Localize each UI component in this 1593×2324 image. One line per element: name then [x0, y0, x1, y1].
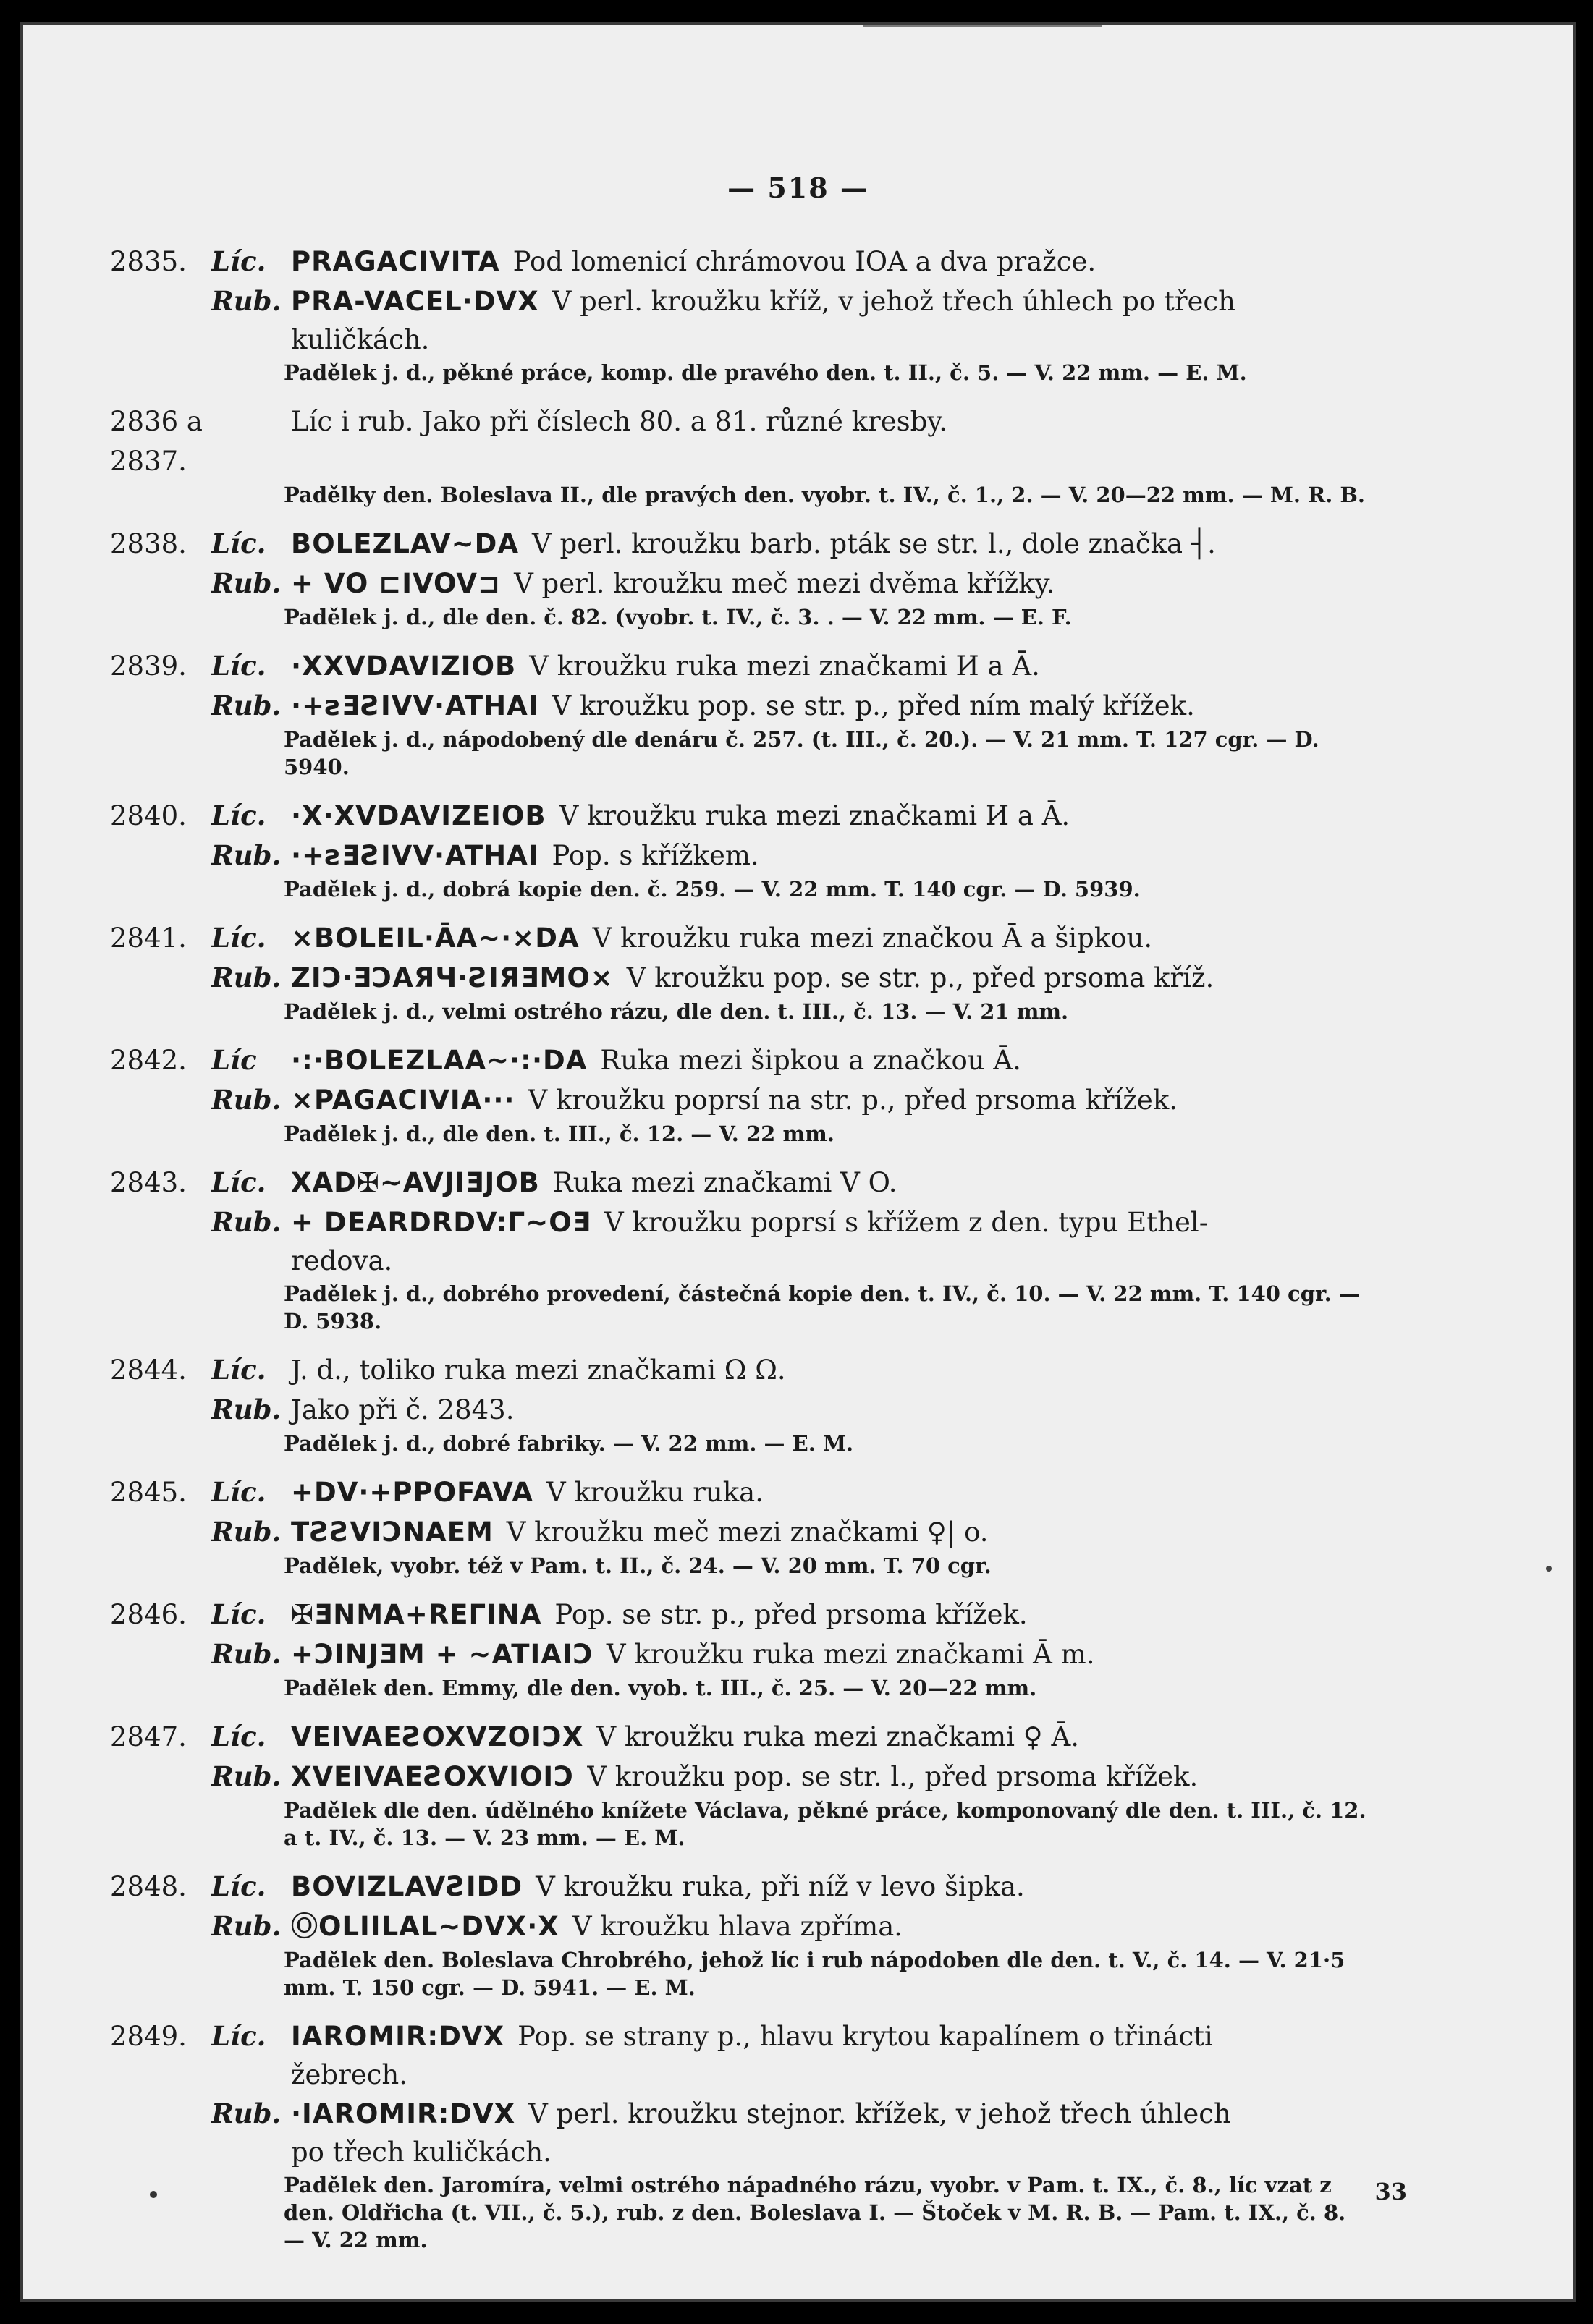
entry-description: [291, 524, 1369, 564]
coin-legend: + DEARDRDV:Γ~OƎ: [291, 1207, 591, 1238]
description-text: V kroužku meč mezi značkami ♀| o.: [506, 1517, 989, 1548]
coin-legend: ZIƆ·ƎƆAЯЧ·ƧIЯƎMO×: [291, 962, 614, 993]
coin-legend: ×PAGACIVIA···: [291, 1085, 515, 1116]
coin-legend: VEIVAEƧOXVZOIƆX: [291, 1721, 584, 1752]
entry-line: [110, 1867, 1369, 1907]
entry-description: [291, 2016, 1369, 2056]
entry-line: [110, 2016, 1369, 2056]
entry-note: Padělek j. d., dobrá kopie den. č. 259. — V. 22 mm. T. 140 cgr. — D. 5939.: [284, 877, 1141, 902]
entry-line: [110, 281, 1369, 321]
description-text: V kroužku pop. se str. p., před ním malý křížek.: [552, 690, 1195, 721]
entry-note: Padělek dle den. údělného knížete Václava, pěkné práce, komponovaný dle den. t. III., č. 12. a t. IV., č. 13. — V. 23 mm. — E. M.: [284, 1798, 1366, 1850]
entry-note: Padělek j. d., nápodobený dle denáru č. 257. (t. III., č. 20.). — V. 21 mm. T. 127 cgr. — D. 5940.: [284, 727, 1319, 779]
catalogue-entry: [110, 1472, 1369, 1579]
coin-legend: ·+ƨƎƧIVV·ATHAI: [291, 840, 539, 871]
entry-line: [110, 1595, 1369, 1634]
catalogue-entry: [110, 1867, 1369, 2001]
entry-line: [110, 1040, 1369, 1080]
description-text: Ruka mezi značkami V O.: [552, 1167, 897, 1198]
description-text: Pod lomenicí chrámovou IOA a dva pražce.: [512, 246, 1096, 277]
side-label: Líc.: [211, 1476, 266, 1508]
entry-description: [291, 958, 1369, 998]
catalogue-entry: [110, 796, 1369, 903]
coin-legend: +ƆINJƎM + ~ATIAIƆ: [291, 1639, 593, 1670]
description-text: J. d., toliko ruka mezi značkami Ω Ω.: [291, 1354, 786, 1386]
entry-number: 2844.: [110, 1354, 187, 1386]
description-text: V perl. kroužku barb. pták se str. l., dole značka ┤.: [532, 528, 1216, 559]
description-text: V perl. kroužku stejnor. křížek, v jehož třech úhlech: [528, 2098, 1231, 2129]
entry-note: Padělek den. Jaromíra, velmi ostrého nápadného rázu, vyobr. v Pam. t. IX., č. 8., líc vzat z den. Oldřicha (t. VII., č. 5.), rub. z den. Boleslava I. — Štoček v M. R. B. — Pam. t. IX., č. 8. — V. 22 mm.: [284, 2173, 1346, 2252]
coin-legend: IAROMIR:DVX: [291, 2021, 505, 2052]
coin-legend: XAD✠~AVJIƎJOB: [291, 1167, 540, 1198]
entry-description: [291, 796, 1369, 836]
entry-line: [110, 1390, 1369, 1430]
side-label: Rub.: [211, 1084, 282, 1116]
side-label: Rub.: [211, 962, 282, 993]
entry-description: [291, 281, 1369, 321]
entry-description: [291, 1512, 1369, 1552]
entry-description: [291, 686, 1369, 726]
side-label: Rub.: [211, 2098, 282, 2129]
catalogue-entry: [110, 242, 1369, 386]
entry-line: [110, 836, 1369, 875]
description-text: Pop. s křížkem.: [552, 840, 759, 871]
entry-number: 2840.: [110, 800, 187, 831]
side-label: Líc.: [211, 800, 266, 831]
coin-legend: BOLEZLAV~DA: [291, 528, 520, 559]
coin-legend: ✠ƎNMA+REΓINA: [291, 1599, 542, 1630]
entry-line: [110, 402, 1369, 481]
side-label: Rub.: [211, 1516, 282, 1548]
coin-legend: ·+ƨƎƧIVV·ATHAI: [291, 690, 539, 721]
entry-line: [110, 958, 1369, 998]
description-text: V kroužku hlava zpříma.: [572, 1911, 903, 1942]
entry-description: [291, 1390, 1369, 1430]
side-label: Líc.: [211, 1354, 266, 1386]
catalogue-entry: [110, 1595, 1369, 1702]
side-label: Rub.: [211, 1638, 282, 1670]
description-continuation: po třech kuličkách.: [291, 2137, 552, 2168]
coin-legend: PRA-VACEL·DVX: [291, 286, 539, 317]
signature-mark: 33: [1374, 2178, 1407, 2205]
entry-note: Padělky den. Boleslava II., dle pravých den. vyobr. t. IV., č. 1., 2. — V. 20—22 mm. — M. R. B.: [284, 483, 1366, 507]
entry-description: [291, 1350, 1369, 1390]
catalogue-entry: [110, 524, 1369, 631]
entry-number: 2845.: [110, 1477, 187, 1508]
coin-legend: ·XXVDAVIZIOB: [291, 650, 517, 682]
side-label: Rub.: [211, 839, 282, 871]
side-label: Líc.: [211, 245, 266, 277]
side-label: Líc: [211, 1044, 257, 1076]
entry-note: Padělek den. Emmy, dle den. vyob. t. III., č. 25. — V. 20—22 mm.: [284, 1676, 1037, 1700]
entry-number: 2848.: [110, 1871, 187, 1902]
description-text: V kroužku ruka mezi značkami И a Ā.: [559, 800, 1070, 831]
coin-legend: ⓄOLIILAL~DVX·X: [291, 1911, 559, 1942]
description-text: V kroužku ruka mezi značkami Ā m.: [606, 1639, 1095, 1670]
catalogue-entry: [110, 1163, 1369, 1335]
side-label: Rub.: [211, 567, 282, 599]
entry-line: [110, 1512, 1369, 1552]
entry-note: Padělek j. d., pěkné práce, komp. dle pravého den. t. II., č. 5. — V. 22 mm. — E. M.: [284, 360, 1247, 385]
coin-legend: BOVIZLAVƧIDD: [291, 1871, 523, 1902]
entry-description: [291, 1757, 1369, 1797]
entry-number: 2847.: [110, 1721, 187, 1752]
entry-note: Padělek j. d., dobrého provedení, částečná kopie den. t. IV., č. 10. — V. 22 mm. T. 140 cgr. — D. 5938.: [284, 1281, 1360, 1333]
side-label: Líc.: [211, 1598, 266, 1630]
description-text: V kroužku ruka mezi značkami И a Ā.: [529, 650, 1040, 682]
description-text: V kroužku ruka.: [546, 1477, 764, 1508]
coin-legend: PRAGACIVITA: [291, 246, 500, 277]
side-label: Rub.: [211, 1760, 282, 1792]
entry-description: [291, 1163, 1369, 1203]
entry-number: 2836 a 2837.: [110, 406, 203, 477]
entry-note: Padělek j. d., velmi ostrého rázu, dle den. t. III., č. 13. — V. 21 mm.: [284, 999, 1069, 1024]
description-text: V kroužku ruka, při níž v levo šipka.: [536, 1871, 1025, 1902]
entry-note: Padělek, vyobr. též v Pam. t. II., č. 24. — V. 20 mm. T. 70 cgr.: [284, 1553, 992, 1578]
description-continuation: žebrech.: [291, 2059, 407, 2090]
description-text: Líc i rub. Jako při číslech 80. a 81. různé kresby.: [291, 406, 948, 437]
entry-description: [291, 1907, 1369, 1946]
entry-line: [110, 1472, 1369, 1512]
entry-line: [110, 1080, 1369, 1120]
entry-description: [291, 1472, 1369, 1512]
side-label: Líc.: [211, 1166, 266, 1198]
entry-note: Padělek j. d., dle den. t. III., č. 12. — V. 22 mm.: [284, 1121, 834, 1146]
entry-number: 2842.: [110, 1045, 187, 1076]
coin-legend: ×BOLEIL·ĀA~·×DA: [291, 923, 580, 954]
catalogue-entry: [110, 1040, 1369, 1148]
description-text: V kroužku ruka mezi značkou Ā a šipkou.: [592, 923, 1153, 954]
entry-number: 2841.: [110, 923, 187, 954]
entry-line: [110, 1717, 1369, 1757]
margin-dot: [1546, 1566, 1552, 1572]
side-label: Líc.: [211, 1721, 266, 1752]
catalogue-entry: [110, 918, 1369, 1025]
entry-description: [291, 1867, 1369, 1907]
description-text: Jako při č. 2843.: [291, 1394, 515, 1425]
side-label: Rub.: [211, 1910, 282, 1942]
document-page: [20, 22, 1576, 2302]
entry-number: 2839.: [110, 650, 187, 682]
entry-line: [110, 1350, 1369, 1390]
side-label: Líc.: [211, 650, 266, 682]
catalogue-entry: [110, 1717, 1369, 1852]
entry-line: [110, 1907, 1369, 1946]
entry-description: [291, 1040, 1369, 1080]
side-label: Líc.: [211, 1870, 266, 1902]
entry-description: [291, 836, 1369, 875]
entry-note: Padělek j. d., dle den. č. 82. (vyobr. t. IV., č. 3. . — V. 22 mm. — E. F.: [284, 605, 1072, 629]
entry-line: [110, 242, 1369, 281]
description-text: V perl. kroužku meč mezi dvěma křížky.: [514, 568, 1055, 599]
entry-number: 2838.: [110, 528, 187, 559]
entry-description: [291, 242, 1369, 281]
entry-line: [110, 646, 1369, 686]
entry-number: 2849.: [110, 2021, 187, 2052]
entry-note: Padělek den. Boleslava Chrobrého, jehož líc i rub nápodoben dle den. t. V., č. 14. — V. 21·5 mm. T. 150 cgr. — D. 5941. — E. M.: [284, 1948, 1345, 2000]
coin-legend: TƧƧVIƆNAEM: [291, 1517, 494, 1548]
entry-line: [110, 524, 1369, 564]
entry-description: [291, 1717, 1369, 1757]
description-continuation: kuličkách.: [291, 324, 430, 355]
side-label: Rub.: [211, 1206, 282, 1238]
description-text: V perl. kroužku kříž, v jehož třech úhlech po třech: [552, 286, 1235, 317]
side-label: Líc.: [211, 527, 266, 559]
bullet-mark: [150, 2191, 157, 2198]
entry-description: [291, 564, 1369, 603]
coin-legend: ·X·XVDAVIZEIOB: [291, 800, 546, 831]
description-continuation: redova.: [291, 1245, 393, 1276]
page-number: — 518 —: [727, 171, 869, 204]
description-text: Pop. se str. p., před prsoma křížek.: [554, 1599, 1028, 1630]
entry-description: [291, 1634, 1369, 1674]
entry-number: 2835.: [110, 246, 187, 277]
coin-legend: XVEIVAEƧOXVIOIƆ: [291, 1761, 575, 1792]
scan-edge-mark: [863, 25, 1102, 27]
catalogue-entries: [110, 242, 1369, 2269]
description-text: V kroužku ruka mezi značkami ♀ Ā.: [596, 1721, 1079, 1752]
description-text: V kroužku pop. se str. l., před prsoma křížek.: [587, 1761, 1199, 1792]
coin-legend: + VO ⊏IVOV⊐: [291, 568, 502, 599]
entry-line: [110, 1634, 1369, 1674]
entry-description: [291, 1203, 1369, 1242]
catalogue-entry: [110, 646, 1369, 781]
catalogue-entry: [110, 1350, 1369, 1457]
entry-line: [110, 796, 1369, 836]
coin-legend: ·:·BOLEZLAA~·:·DA: [291, 1045, 588, 1076]
entry-description: [291, 402, 1369, 441]
entry-line: [110, 564, 1369, 603]
entry-description: [291, 1595, 1369, 1634]
entry-note: Padělek j. d., dobré fabriky. — V. 22 mm. — E. M.: [284, 1431, 854, 1456]
side-label: Líc.: [211, 2020, 266, 2052]
entry-line: [110, 1757, 1369, 1797]
coin-legend: +DV·+PPOFAVA: [291, 1477, 534, 1508]
description-text: V kroužku pop. se str. p., před prsoma kříž.: [626, 962, 1214, 993]
entry-description: [291, 918, 1369, 958]
entry-description: [291, 1080, 1369, 1120]
coin-legend: ·IAROMIR:DVX: [291, 2098, 516, 2129]
entry-line: [110, 1203, 1369, 1242]
entry-number: 2846.: [110, 1599, 187, 1630]
side-label: Rub.: [211, 285, 282, 317]
description-text: V kroužku poprsí s křížem z den. typu Ethel-: [604, 1207, 1209, 1238]
entry-line: [110, 1163, 1369, 1203]
entry-line: [110, 918, 1369, 958]
entry-number: 2843.: [110, 1167, 187, 1198]
side-label: Rub.: [211, 690, 282, 721]
description-text: Pop. se strany p., hlavu krytou kapalínem o třinácti: [517, 2021, 1213, 2052]
entry-line: [110, 686, 1369, 726]
catalogue-entry: [110, 402, 1369, 509]
description-text: Ruka mezi šipkou a značkou Ā.: [600, 1045, 1021, 1076]
side-label: Rub.: [211, 1394, 282, 1425]
side-label: Líc.: [211, 922, 266, 954]
entry-description: [291, 646, 1369, 686]
entry-description: [291, 2094, 1369, 2134]
description-text: V kroužku poprsí na str. p., před prsoma křížek.: [528, 1085, 1178, 1116]
catalogue-entry: [110, 2016, 1369, 2254]
entry-line: [110, 2094, 1369, 2134]
